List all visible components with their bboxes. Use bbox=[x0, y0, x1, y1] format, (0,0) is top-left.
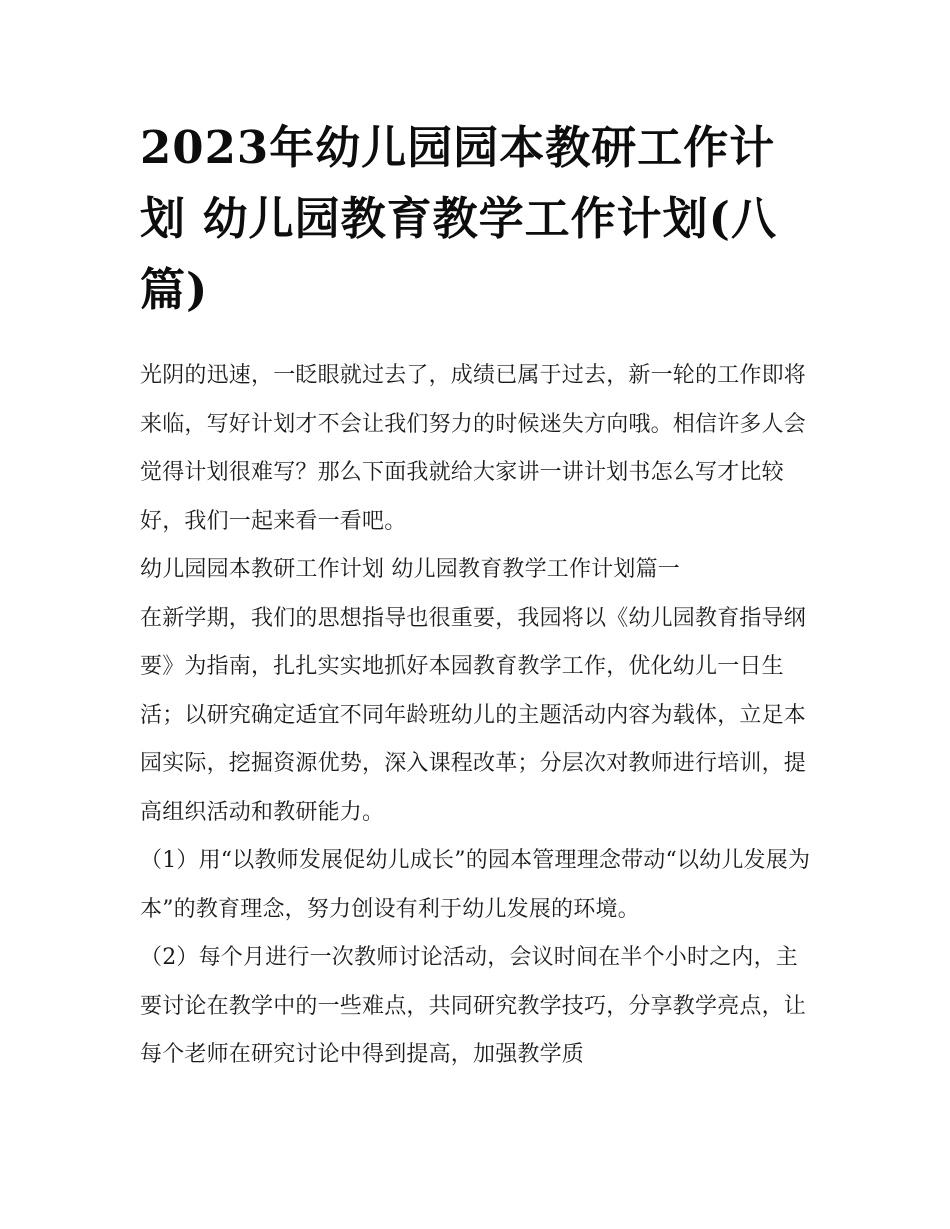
document-body bbox=[140, 352, 815, 1080]
section-heading-1: 幼儿园园本教研工作计划 幼儿园教育教学工作计划篇一 bbox=[140, 557, 680, 582]
document-title: 2023年幼儿园园本教研工作计划 幼儿园教育教学工作计划(八篇) bbox=[140, 121, 777, 316]
paragraph-intro: 光阴的迅速，一眨眼就过去了，成绩已属于过去，新一轮的工作即将来临，写好计划才不会让我们努力的时候迷失方向哦。相信许多人会觉得计划很难写？那么下面我就给大家讲一讲计划书怎么写才比较好，我们一起来看一看吧。 bbox=[140, 363, 807, 534]
paragraph-item-2: （2）每个月进行一次教师讨论活动，会议时间在半个小时之内，主要讨论在教学中的一些难点，共同研究教学技巧，分享教学亮点，让每个老师在研究讨论中得到提高，加强教学质 bbox=[140, 945, 807, 1067]
paragraph-guidance: 在新学期，我们的思想指导也很重要，我园将以《幼儿园教育指导纲要》为指南，扎扎实实地抓好本园教育教学工作，优化幼儿一日生活；以研究确定适宜不同年龄班幼儿的主题活动内容为载体，立足本园实际，挖掘资源优势，深入课程改革；分层次对教师进行培训，提高组织活动和教研能力。 bbox=[140, 605, 807, 825]
paragraph-item-1: （1）用“以教师发展促幼儿成长”的园本管理理念带动“以幼儿发展为本”的教育理念，努力创设有利于幼儿发展的环境。 bbox=[140, 848, 811, 922]
